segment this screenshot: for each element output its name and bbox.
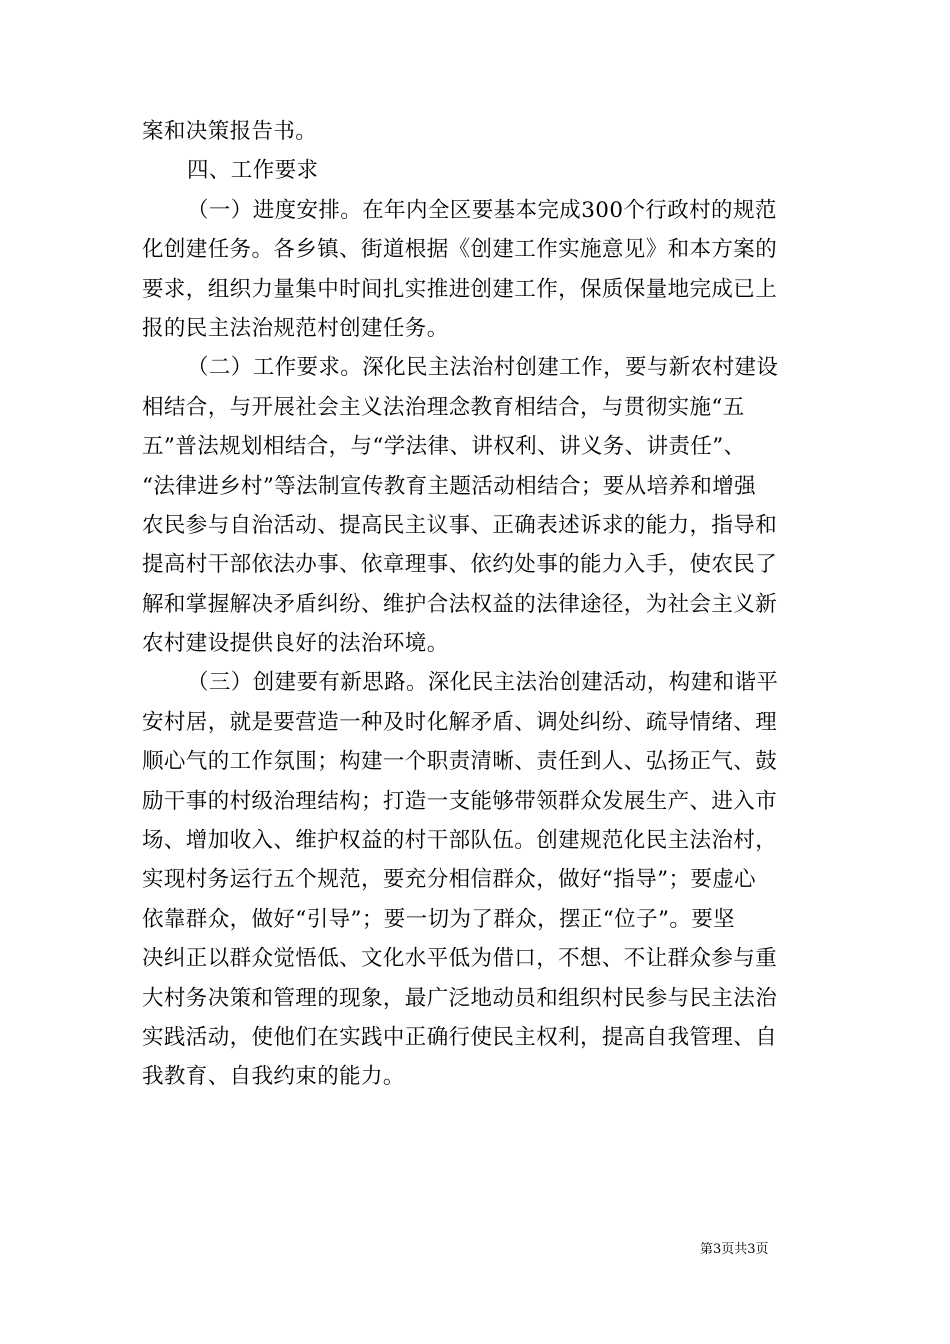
text-line: （三）创建要有新思路。深化民主法治创建活动，构建和谐平 xyxy=(187,670,779,696)
text-line: 安村居，就是要营造一种及时化解矛盾、调处纠纷、疏导情绪、理 xyxy=(142,709,778,735)
text-line: 场、增加收入、维护权益的村干部队伍。创建规范化民主法治村， xyxy=(142,828,778,854)
page-footer: 第3页共3页 xyxy=(700,1242,769,1257)
text-line: 我教育、自我约束的能力。 xyxy=(142,1064,405,1090)
text-line: 案和决策报告书。 xyxy=(142,119,318,144)
text-line: 实践活动，使他们在实践中正确行使民主权利，提高自我管理、自 xyxy=(142,1024,778,1050)
document-body xyxy=(142,112,817,1097)
text-line: 五”普法规划相结合，与“学法律、讲权利、讲义务、讲责任”、 xyxy=(142,434,746,460)
text-line: 依靠群众，做好“引导”；要一切为了群众，摆正“位子”。要坚 xyxy=(142,906,736,932)
text-line: 农民参与自治活动、提高民主议事、正确表述诉求的能力，指导和 xyxy=(142,512,778,538)
text-line: （二）工作要求。深化民主法治村创建工作，要与新农村建设 xyxy=(187,355,779,381)
text-line: 决纠正以群众觉悟低、文化水平低为借口，不想、不让群众参与重 xyxy=(142,946,778,972)
text-line: 顺心气的工作氛围；构建一个职责清晰、责任到人、弘扬正气、鼓 xyxy=(142,749,778,775)
text-line: 要求，组织力量集中时间扎实推进创建工作，保质保量地完成已上 xyxy=(142,276,778,302)
text-line: 提高村干部依法办事、依章理事、依约处事的能力入手，使农民了 xyxy=(142,552,778,578)
text-line: 相结合，与开展社会主义法治理念教育相结合，与贯彻实施“五 xyxy=(142,394,745,420)
text-line: 实现村务运行五个规范，要充分相信群众，做好“指导”；要虚心 xyxy=(142,867,757,893)
text-line: 解和掌握解决矛盾纠纷、维护合法权益的法律途径，为社会主义新 xyxy=(142,591,778,617)
text-line: 大村务决策和管理的现象，最广泛地动员和组织村民参与民主法治 xyxy=(142,985,778,1011)
text-line: 报的民主法治规范村创建任务。 xyxy=(142,315,449,341)
text-line: 化创建任务。各乡镇、街道根据《创建工作实施意见》和本方案的 xyxy=(142,237,778,263)
text-line: 农村建设提供良好的法治环境。 xyxy=(142,631,449,657)
text-line: 励干事的村级治理结构；打造一支能够带领群众发展生产、进入市 xyxy=(142,788,778,814)
text-line: 四、工作要求 xyxy=(187,158,319,184)
text-line: “法律进乡村”等法制宣传教育主题活动相结合；要从培养和增强 xyxy=(142,473,757,499)
text-line: （一）进度安排。在年内全区要基本完成300个行政村的规范 xyxy=(187,197,777,223)
